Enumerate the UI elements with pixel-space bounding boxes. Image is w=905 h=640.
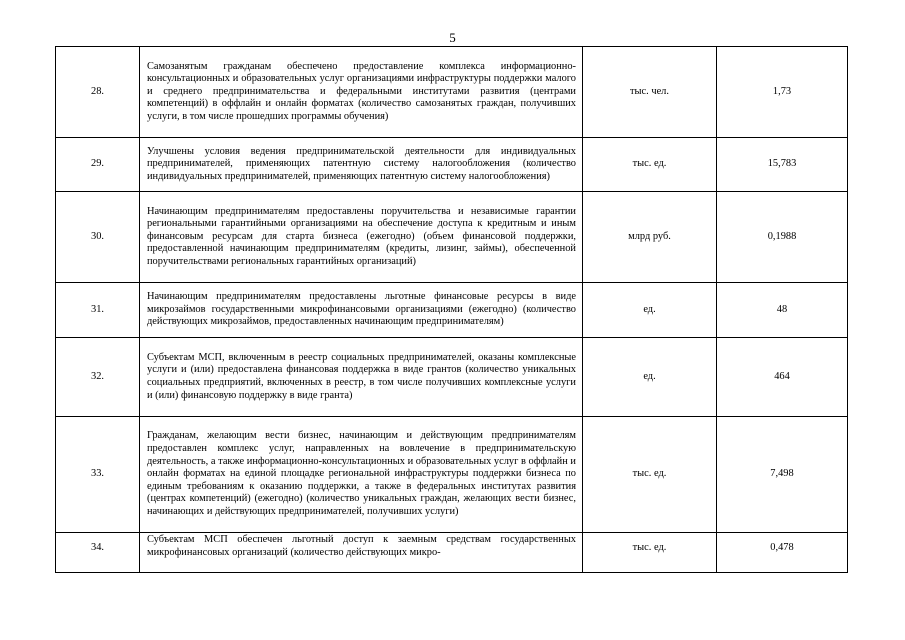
unit-of-measure: тыс. ед. [583,138,717,192]
table-row [56,417,848,533]
indicator-value: 1,73 [717,47,848,138]
table-row [56,47,848,138]
table-row [56,192,848,283]
unit-of-measure: тыс. ед. [583,417,717,533]
table-row [56,533,848,573]
page-number: 5 [449,30,456,45]
row-number: 32. [56,338,140,417]
indicator-description: Улучшены условия ведения предпринимательской деятельности для индивидуальных предпринимателей, применяющих патентную систему налогообложения (количество индивидуальных предпринимателей, применяющих патентную систему налогообложения) [140,138,583,192]
row-number: 31. [56,283,140,338]
indicator-value: 464 [717,338,848,417]
indicator-value: 15,783 [717,138,848,192]
row-number: 33. [56,417,140,533]
indicator-description: Начинающим предпринимателям предоставлены поручительства и независимые гарантии региональными гарантийными организациями на обеспечение доступа к кредитным и иным финансовым ресурсам для старта бизнеса (ежегодно) (объем финансовой поддержки, предоставленной начинающим предпринимателям (кредиты, лизинг, займы), обеспеченной поручительствами региональных гарантийных организаций) [140,192,583,283]
row-number: 34. [56,533,140,573]
row-number: 30. [56,192,140,283]
table-row [56,138,848,192]
row-number: 28. [56,47,140,138]
unit-of-measure: тыс. чел. [583,47,717,138]
unit-of-measure: ед. [583,338,717,417]
table-row [56,338,848,417]
indicator-description: Начинающим предпринимателям предоставлены льготные финансовые ресурсы в виде микрозаймов государственными микрофинансовыми организациями (ежегодно) (количество действующих микрозаймов, предоставленных начинающим предпринимателям) [140,283,583,338]
table-row [56,283,848,338]
indicators-table [55,46,848,573]
unit-of-measure: ед. [583,283,717,338]
indicator-value: 0,1988 [717,192,848,283]
indicator-description: Субъектам МСП обеспечен льготный доступ к заемным средствам государственных микрофинансовых организаций (количество действующих микро- [140,533,583,573]
indicator-description: Самозанятым гражданам обеспечено предоставление комплекса информационно-консультационных и образовательных услуг организациями инфраструктуры поддержки малого и среднего предпринимательства и федеральными институтами развития (центрами компетенций) в оффлайн и онлайн форматах (количество самозанятых граждан, получивших услуги, в том числе прошедших программы обучения) [140,47,583,138]
unit-of-measure: млрд руб. [583,192,717,283]
indicator-value: 0,478 [717,533,848,573]
row-number: 29. [56,138,140,192]
indicator-value: 7,498 [717,417,848,533]
indicator-value: 48 [717,283,848,338]
indicator-description: Гражданам, желающим вести бизнес, начинающим и действующим предпринимателям предоставлен комплекс услуг, направленных на вовлечение в предпринимательскую деятельность, а также информационно-консультационных и образовательных услуг в оффлайн и онлайн форматах на единой площадке региональной инфраструктуры поддержки бизнеса по единым требованиям к оказанию поддержки, а также в федеральных институтах развития (центрах компетенций) (ежегодно) (количество уникальных граждан, желающих вести бизнес, начинающих и действующих предпринимателей, получивших услуги) [140,417,583,533]
indicator-description: Субъектам МСП, включенным в реестр социальных предпринимателей, оказаны комплексные услуги и (или) предоставлена финансовая поддержка в виде грантов (количество уникальных социальных предприятий, включенных в реестр, в том числе получивших комплексные услуги и (или) финансовую поддержку в виде гранта) [140,338,583,417]
unit-of-measure: тыс. ед. [583,533,717,573]
